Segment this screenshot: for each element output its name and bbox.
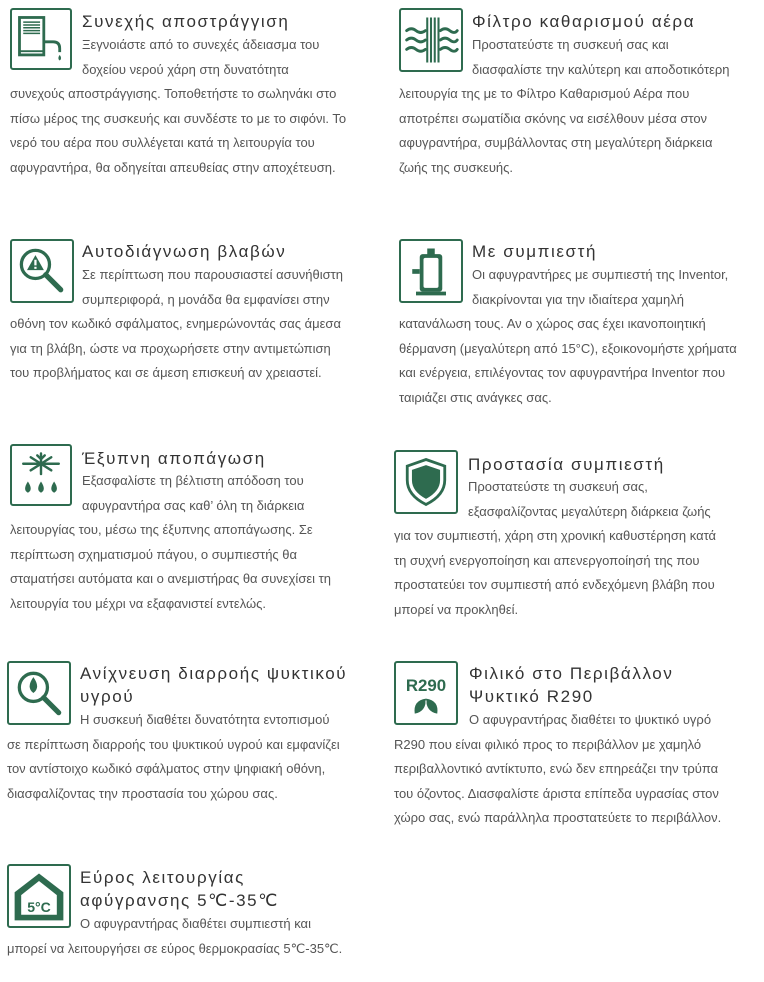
feature-description: Σε περίπτωση που παρουσιαστεί ασυνήθιστη συμπεριφορά, η μονάδα θα εμφανίσει στην οθόνη τον κωδικό σφάλματος, ενημερώνοντάς σας άμεσα για τη βλάβη, ώστε να προχωρήσετε στην αντιμετώπιση του προβλήματος και σε άμεση επισκευή αν χρειαστεί. <box>10 267 343 380</box>
feature-title: Φίλτρο καθαρισμού αέρα <box>472 12 696 31</box>
feature-description: Η συσκευή διαθέτει δυνατότητα εντοπισμού σε περίπτωση διαρροής του ψυκτικού υγρού και εμφανίζει τον αντίστοιχο κωδικό σφάλματος στην ψηφιακή οθόνη, διασφαλίζοντας την προστασία του χώρου σας. <box>7 712 340 801</box>
feature-description: Ο αφυγραντήρας διαθέτει το ψυκτικό υγρό R290 που είναι φιλικό προς το περιβάλλον με χαμηλό περιβαλλοντικό αντίκτυπο, ενώ δεν επηρεάζει την τρύπα του όζοντος. Διασφαλίστε άριστα επίπεδα υγρασίας στον χώρο σας, ενώ παράλληλα προστατεύετε το περιβάλλον. <box>394 712 722 825</box>
feature-description: Εξασφαλίστε τη βέλτιστη απόδοση του αφυγραντήρα σας καθ’ όλη τη διάρκεια λειτουργίας του, μέσω της έξυπνης αποπάγωσης. Σε περίπτωση σχηματισμού πάγου, ο συμπιεστής θα σταματήσει αυτόματα και ο ανεμιστήρας θα συνεχίσει τη λειτουργία του μέχρι να εξαφανιστεί εντελώς. <box>10 473 332 611</box>
feature-title: Έξυπνη αποπάγωση <box>82 449 266 468</box>
feature-title: Φιλικό στο Περιβάλλον Ψυκτικό R290 <box>469 664 674 706</box>
feature-description: Προστατεύστε τη συσκευή σας και διασφαλίστε την καλύτερη και αποδοτικότερη λειτουργία της με το Φίλτρο Καθαρισμού Αέρα που αποτρέπει σωματίδια σκόνης να εισέλθουν μέσα στον αφυγραντήρα, συμβάλλοντας στη μεγαλύτερη διάρκεια ζωής της συσκευής. <box>399 37 730 175</box>
feature-title: Ανίχνευση διαρροής ψυκτικού υγρού <box>80 664 348 706</box>
feature-description: Προστατεύστε τη συσκευή σας, εξασφαλίζοντας μεγαλύτερη διάρκεια ζωής για τον συμπιεστή, χάρη στη χρονική καθυστέρηση κατά τη συχνή ενεργοποίηση και απενεργοποίησή της που προστατεύει τον συμπιεστή από ενδεχόμενη βλάβη που μπορεί να προκληθεί. <box>394 479 717 617</box>
feature-description: Ο αφυγραντήρας διαθέτει συμπιεστή και μπορεί να λειτουργήσει σε εύρος θερμοκρασίας 5℃-35℃. <box>7 916 343 956</box>
feature-title: Προστασία συμπιεστή <box>468 455 665 474</box>
feature-title: Συνεχής αποστράγγιση <box>82 12 290 31</box>
feature-description: Οι αφυγραντήρες με συμπιεστή της Inventor, διακρίνονται για την ιδιαίτερα χαμηλή κατανάλωση τους. Αν ο χώρος σας έχει ικανοποιητική θέρμανση (μεγαλύτερη από 15°C), εξοικονομήστε χρήματα και ενέργεια, επιλέγοντας τον αφυγραντήρα Inventor που ταιριάζει στις ανάγκες σας. <box>399 267 737 405</box>
feature-title: Εύρος λειτουργίας αφύγρανσης 5℃-35℃ <box>80 868 279 910</box>
feature-description: Ξεγνοιάστε από το συνεχές άδειασμα του δοχείου νερού χάρη στη δυνατότητα συνεχούς αποστράγγισης. Τοποθετήστε το σωληνάκι στο πίσω μέρος της συσκευής και συνδέστε το με το σιφόνι. Το νερό του αέρα που συλλέγεται κατά τη λειτουργία του αφυγραντήρα, θα οδηγείται απευθείας στην αποχέτευση. <box>10 37 347 175</box>
temperature-label: 5°C <box>27 898 51 915</box>
feature-title: Αυτοδιάγνωση βλαβών <box>82 242 287 261</box>
feature-operating-range <box>0 0 380 982</box>
r290-label: R290 <box>405 676 447 696</box>
feature-title: Με συμπιεστή <box>472 242 597 261</box>
